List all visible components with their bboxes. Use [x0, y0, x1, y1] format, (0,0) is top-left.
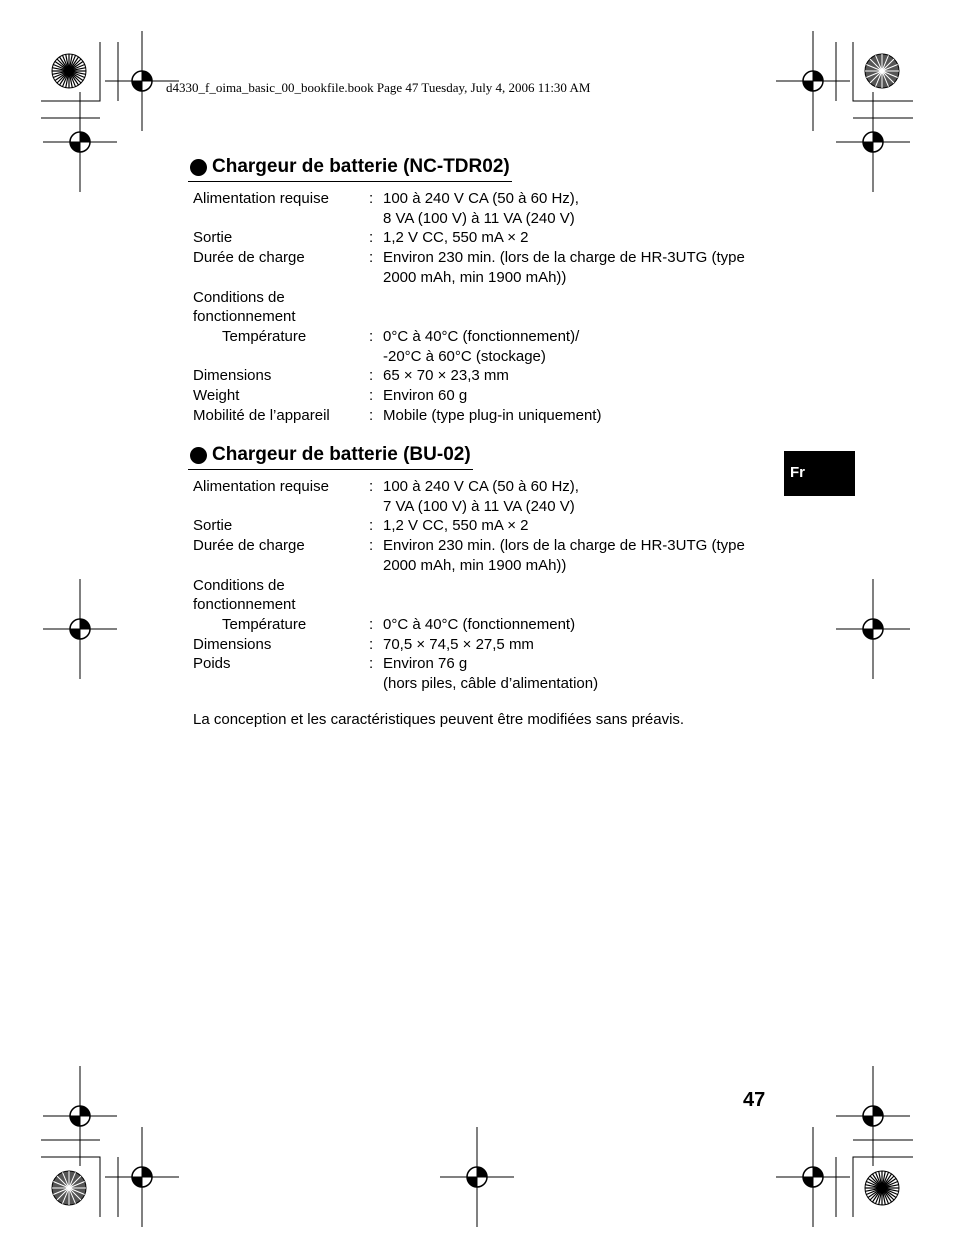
- spec-row: [193, 477, 783, 497]
- spec-row: [193, 635, 783, 655]
- spec-label: Durée de charge: [193, 537, 305, 555]
- spec-row: [193, 386, 783, 406]
- spec-label: Sortie: [193, 229, 233, 247]
- spec-value: 8 VA (100 V) à 11 VA (240 V): [383, 209, 575, 227]
- spec-value: 7 VA (100 V) à 11 VA (240 V): [383, 497, 575, 515]
- spec-value: 100 à 240 V CA (50 à 60 Hz),: [383, 478, 579, 495]
- spec-value: [383, 307, 783, 327]
- spec-label: Conditions de: [193, 576, 285, 594]
- spec-separator: :: [369, 615, 374, 633]
- section-title-text: Chargeur de batterie (BU-02): [212, 444, 471, 465]
- spec-label: Dimensions: [193, 367, 272, 385]
- spec-separator: :: [369, 327, 374, 345]
- spec-label: [193, 497, 369, 517]
- spec-value: 1,2 V CC, 550 mA × 2: [383, 517, 529, 535]
- spec-label: Poids: [193, 655, 231, 673]
- section-title-nc-tdr02: [188, 153, 512, 182]
- spec-label: Conditions de: [193, 288, 285, 306]
- spec-row: [193, 576, 783, 596]
- bullet-icon: [190, 447, 207, 464]
- spec-table-bu-02: [193, 477, 783, 694]
- spec-row: [193, 674, 783, 694]
- spec-label: Alimentation requise: [193, 478, 329, 495]
- spec-row: [193, 288, 783, 308]
- spec-row: [193, 406, 783, 426]
- spec-value: (hors piles, câble d’alimentation): [383, 675, 599, 693]
- spec-row: [193, 654, 783, 674]
- spec-value: [383, 288, 783, 308]
- spec-label: Dimensions: [193, 635, 272, 653]
- spec-label: Weight: [193, 387, 240, 405]
- spec-separator: :: [369, 387, 374, 405]
- spec-separator: :: [369, 190, 374, 207]
- spec-row: [193, 189, 783, 209]
- spec-row: [193, 248, 783, 268]
- spec-row: [193, 366, 783, 386]
- spec-label: Sortie: [193, 517, 233, 535]
- page-number: 47: [743, 1089, 766, 1111]
- spec-separator: [369, 556, 383, 576]
- spec-separator: :: [369, 249, 374, 267]
- spec-value: [383, 595, 783, 615]
- spec-separator: [369, 576, 383, 596]
- spec-separator: :: [369, 367, 374, 385]
- spec-separator: [369, 288, 383, 308]
- spec-separator: :: [369, 478, 374, 495]
- spec-value: Environ 230 min. (lors de la charge de HR-3UTG (type: [383, 537, 745, 555]
- spec-separator: :: [369, 517, 374, 535]
- spec-value: 0°C à 40°C (fonctionnement)/: [383, 327, 580, 345]
- spec-label: Alimentation requise: [193, 190, 329, 207]
- spec-label: Durée de charge: [193, 249, 305, 267]
- spec-value: Environ 230 min. (lors de la charge de HR-3UTG (type: [383, 249, 745, 267]
- spec-label: [193, 556, 369, 576]
- spec-label: fonctionnement: [193, 596, 296, 614]
- spec-value: 100 à 240 V CA (50 à 60 Hz),: [383, 190, 579, 207]
- spec-label: Température: [222, 327, 307, 345]
- spec-separator: [369, 209, 383, 229]
- spec-value: Mobile (type plug-in uniquement): [383, 406, 602, 424]
- spec-row: [193, 327, 783, 347]
- spec-table-nc-tdr02: [193, 189, 783, 425]
- bullet-icon: [190, 159, 207, 176]
- disclaimer-note: La conception et les caractéristiques peuvent être modifiées sans préavis.: [193, 711, 685, 728]
- spec-label: [193, 674, 369, 694]
- spec-row: [193, 536, 783, 556]
- spec-separator: :: [369, 635, 374, 653]
- spec-row: [193, 307, 783, 327]
- spec-row: [193, 615, 783, 635]
- language-tab-label: Fr: [790, 464, 805, 481]
- spec-value: [383, 576, 783, 596]
- spec-value: 70,5 × 74,5 × 27,5 mm: [383, 635, 534, 653]
- spec-label: [193, 268, 369, 288]
- spec-row: [193, 595, 783, 615]
- spec-row: [193, 497, 783, 517]
- section-title-bu-02: [188, 441, 473, 470]
- spec-value: 65 × 70 × 23,3 mm: [383, 367, 509, 385]
- spec-separator: :: [369, 655, 374, 673]
- spec-value: 0°C à 40°C (fonctionnement): [383, 615, 576, 633]
- spec-separator: :: [369, 229, 374, 247]
- spec-value: 1,2 V CC, 550 mA × 2: [383, 229, 529, 247]
- spec-row: [193, 556, 783, 576]
- spec-row: [193, 516, 783, 536]
- section-title-text: Chargeur de batterie (NC-TDR02): [212, 156, 510, 177]
- spec-separator: [369, 497, 383, 517]
- spec-label: Mobilité de l’appareil: [193, 406, 330, 424]
- spec-row: [193, 347, 783, 367]
- spec-value: Environ 60 g: [383, 387, 468, 405]
- spec-value: Environ 76 g: [383, 655, 468, 673]
- spec-row: [193, 209, 783, 229]
- file-info-header: d4330_f_oima_basic_00_bookfile.book Page 47 Tuesday, July 4, 2006 11:30 AM: [166, 80, 591, 95]
- spec-row: [193, 228, 783, 248]
- spec-separator: [369, 307, 383, 327]
- spec-value: 2000 mAh, min 1900 mAh)): [383, 268, 567, 286]
- spec-label: Température: [222, 615, 307, 633]
- spec-separator: [369, 268, 383, 288]
- spec-label: [193, 347, 369, 367]
- spec-label: [193, 209, 369, 229]
- spec-separator: [369, 674, 383, 694]
- spec-separator: :: [369, 406, 374, 424]
- spec-separator: [369, 347, 383, 367]
- spec-separator: [369, 595, 383, 615]
- spec-row: [193, 268, 783, 288]
- spec-separator: :: [369, 537, 374, 555]
- spec-value: -20°C à 60°C (stockage): [383, 347, 546, 365]
- spec-label: fonctionnement: [193, 308, 296, 326]
- spec-value: 2000 mAh, min 1900 mAh)): [383, 556, 567, 574]
- language-tab: [784, 451, 855, 496]
